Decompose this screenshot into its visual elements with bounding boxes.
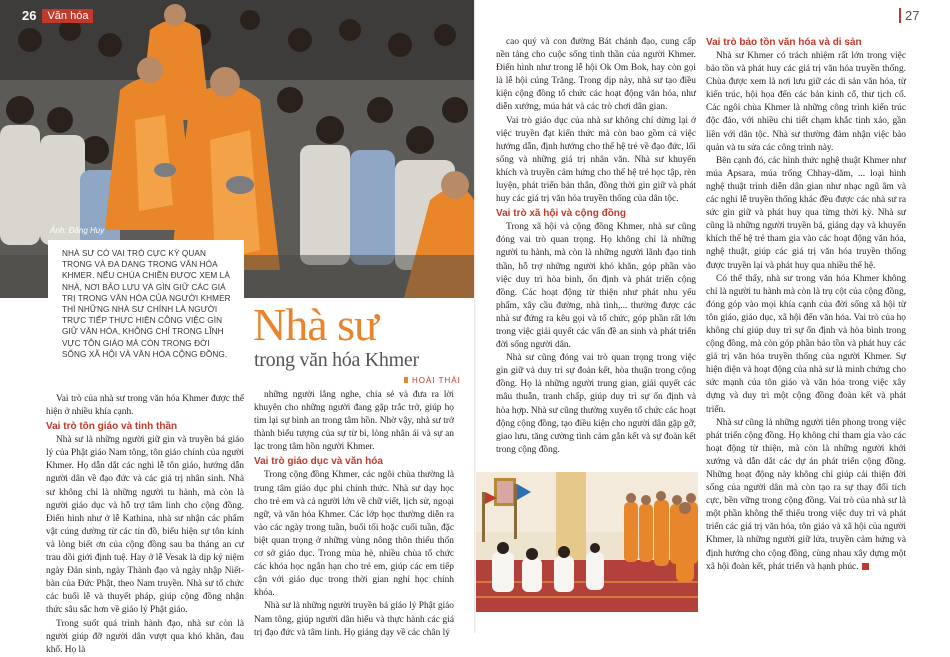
- paragraph: Vai trò giáo dục của nhà sư không chỉ dừng lại ở việc truyền đạt kiến thức mà còn bao gồm cả việc hướng dẫn, định hướng cho thế hệ trẻ về đạo đức, lối sống và những giá trị nhân văn. Nhà sư khuyến khích và truyền cảm hứng cho thế hệ trẻ học tập, rèn luyện, phát triển bản thân, đồng thời gìn giữ và phát huy các giá trị văn hóa truyền thống của dân tộc.: [496, 115, 696, 205]
- heading-society: Vai trò xã hội và cộng đồng: [496, 208, 627, 220]
- article-title: Nhà sư: [253, 299, 378, 350]
- column-3: [496, 36, 696, 464]
- heading-religion: Vai trò tôn giáo và tinh thần: [46, 421, 178, 433]
- end-mark-icon: [862, 563, 869, 570]
- folio-left: [22, 8, 93, 23]
- paragraph: Bên cạnh đó, các hình thức nghệ thuật Khmer như múa Apsara, múa trống Chhay-dăm, ... loại hình nghệ thuật trình diễn dân gian như nhạc ngũ âm và các nghi lễ truyền thống khác đều được các nhà sư ra sức gìn giữ và phát huy qua từng thời kỳ. Nhà sư cũng là những người truyền bá, giảng dạy và khuyến khích thế hệ trẻ tham gia vào các hoạt động văn hóa, nghệ thuật, giúp các giá trị văn hóa truyền thống được truyền lại và phát huy qua nhiều thế hệ.: [706, 155, 906, 271]
- paragraph: Nhà sư Khmer có trách nhiệm rất lớn trong việc bảo tồn và phát huy các giá trị văn hóa truyền thống. Chùa được xem là nơi lưu giữ các di sản văn hóa, từ kiến trúc, hội họa đến các bản kinh cổ, thư tịch cổ. Các ngôi chùa Khmer là những công trình kiến trúc độc đáo, với nhiều chi tiết chạm khắc tinh xảo, gần liền với dân tộc. Nhà sư thường đảm nhận việc bảo quản và tu sửa các công trình này.: [706, 51, 906, 153]
- paragraph: những người lắng nghe, chia sẻ và đưa ra lời khuyên cho những người đang gặp trắc trở, giúp họ tìm lại sự bình an trong tâm hồn. Nhờ vậy, nhà sư trở thành biểu tượng của sự từ bi, lòng nhân ái và sự an lạc trong tâm hồn người Khmer.: [254, 390, 454, 453]
- author-byline: HOÀI THÁI: [404, 376, 461, 385]
- heading-heritage: Vai trò bảo tồn văn hóa và di sản: [706, 37, 862, 48]
- last-paragraph-text: Nhà sư cũng là những người tiên phong trong việc phát triển cộng đồng. Họ không chỉ tham gia vào các hoạt động từ thiện, mà còn là những người khởi xướng và dẫn dắt các dự án phát triển cộng đồng. Những hoạt động này không chỉ giúp cải thiện đời sống của người dân mà còn tạo ra sự thay đổi tích cực, bền vững trong cộng đồng. Vai trò của nhà sư là một phần không thể thiếu trong việc duy trì và phát triển các giá trị văn hóa, tôn giáo và xã hội của người Khmer, là những người giữ lửa, truyền cảm hứng và định hướng cho cộng đồng, cùng nhau xây dựng một xã hội đoàn kết, phát triển và hạnh phúc.: [706, 417, 906, 572]
- column-1: [46, 393, 244, 655]
- paragraph: Có thể thấy, nhà sư trong văn hóa Khmer không chỉ là người tu hành mà còn là trụ cột của cộng đồng, đóng góp vào mọi khía cạnh của đời sống xã hội từ tôn giáo, giáo dục, xã hội đến văn hóa. Vai trò của họ không chỉ giúp duy trì sự ổn định và hòa bình trong cộng đồng, mà còn góp phần bảo tồn và phát huy các giá trị văn hóa truyền thống của người Khmer. Sự hiện diện và hoạt động của nhà sư là minh chứng cho sức mạnh của tôn giáo và văn hóa trong việc xây dựng và duy trì một cộng đồng đoàn kết và phát triển.: [706, 273, 906, 415]
- paragraph: Trong cộng đồng Khmer, các ngôi chùa thường là trung tâm giáo dục phi chính thức. Nhà sư dạy học cho trẻ em và cả người lớn về chữ viết, lịch sử, ngoại ngữ, và văn hóa Khmer. Các lớp học thường diễn ra vào các ngày trong tuần, buổi tối hoặc cuối tuần, đặc biệt quan trọng ở những vùng nông thôn thiếu thốn cơ sở giáo dục. Trong mùa hè, nhiều chùa tổ chức các khóa học ngắn hạn cho trẻ em, giúp các em tiếp cận với giáo dục trong thời gian nghỉ học chính khóa.: [254, 470, 454, 599]
- paragraph: Nhà sư là những người giữ gìn và truyền bá giáo lý của Phật giáo Nam tông, tôn giáo chính của người Khmer. Họ dẫn dắt các nghi lễ tôn giáo, hướng dẫn người dân về đạo đức và các giá trị nhân sinh. Nhà sư không chỉ là những người tu hành, mà còn là người giáo dục và hỗ trợ tâm linh cho cộng đồng. Điển hình như ở lễ Kathina, nhà sư nhận các phẩm vật cúng dường từ các tín đồ, biểu hiện sự tôn kính và lòng biết ơn của cộng đồng sau ba tháng an cư trau dồi giới định tuệ. Hay ở lễ Vesak là dịp kỷ niệm ngày Đản sinh, ngày Thành đạo và ngày nhập Niết-bàn của Đức Phật, theo Nam truyền. Nhà sư tổ chức các buổi lễ và thuyết pháp, giúp cộng đồng nhận thức sâu sắc hơn về giáo lý Phật giáo.: [46, 435, 244, 616]
- column-2: [254, 389, 454, 638]
- sapo-lead-box: NHÀ SƯ CÓ VAI TRÒ CỰC KỲ QUAN TRỌNG VÀ ĐA DẠNG TRONG VĂN HÓA KHMER. NẾU CHÙA CHIỀN ĐƯỢC XEM LÀ NHÀ, NƠI BẢO LƯU VÀ GÌN GIỮ CÁC GIÁ TRỊ TRONG VĂN HÓA CỦA NGƯỜI KHMER THÌ NHỮNG NHÀ SƯ CHÍNH LÀ NGƯỜI TRỰC TIẾP THỰC HIỆN CÔNG VIỆC GÌN GIỮ VĂN HÓA, KHÔNG CHỈ TRONG LĨNH VỰC TÔN GIÁO MÀ CÒN TRONG ĐỜI SỐNG XÃ HỘI VÀ VĂN HÓA CỘNG ĐỒNG.: [48, 240, 244, 372]
- heading-education: Vai trò giáo dục và văn hóa: [254, 456, 383, 468]
- page-number-left: 26: [22, 8, 37, 23]
- paragraph: Trong suốt quá trình hành đạo, nhà sư còn là người giúp đỡ người dân vượt qua khó khăn, đau khổ. Họ là: [46, 618, 244, 655]
- paragraph: cao quý và con đường Bát chánh đạo, cung cấp nền tảng cho cuộc sống tinh thần của người Khmer. Điển hình như trong lễ hội Ok Om Bok, hay còn gọi là lễ hội cúng Trăng. Trong dịp này, nhà sư tạo điều kiện cộng đồng tổ chức các hoạt động văn hóa, như diễn xướng, múa hát và các trò chơi dân gian.: [496, 37, 696, 113]
- paragraph: Nhà sư là những người truyền bá giáo lý Phật giáo Nam tông, giúp người dân hiểu và thực hành các giá trị đạo đức và tâm linh. Họ giảng dạy về các chân lý: [254, 601, 454, 638]
- section-label: Văn hóa: [42, 9, 93, 23]
- page-number-right: 27: [899, 8, 919, 23]
- ceremony-photo: [476, 472, 698, 612]
- article-subtitle: trong văn hóa Khmer: [254, 349, 419, 371]
- paragraph: [706, 417, 906, 574]
- paragraph: Nhà sư cũng đóng vai trò quan trọng trong việc gìn giữ và duy trì sự đoàn kết, hòa thuận trong cộng đồng. Họ là những người trung gian, giải quyết các mâu thuẫn, tranh chấp, giúp duy trì sự ổn định và hòa hợp. Nhà sư cũng thường xuyên tổ chức các hoạt động cộng đồng, tạo điều kiện cho người dân gặp gỡ, giao lưu, tăng cường tình cảm gắn kết và sự đoàn kết trong cộng đồng.: [496, 353, 696, 455]
- column-4: [706, 36, 906, 612]
- intro-paragraph: Vai trò của nhà sư trong văn hóa Khmer được thể hiện ở nhiều khía cạnh.: [46, 394, 244, 418]
- photo-credit: Ảnh: Đăng Huy: [50, 226, 105, 235]
- paragraph: Trong xã hội và cộng đồng Khmer, nhà sư cũng đóng vai trò quan trọng. Họ không chỉ là những người tu hành, mà còn là những người lãnh đạo tinh thần, hỗ trợ những người khó khăn, góp phần vào việc duy trì hòa bình, ổn định và phát triển cộng đồng. Các hoạt động từ thiện như phát nhu yếu phẩm, xây cầu đường, nhà tình,... thường được các nhà sư đứng ra kêu gọi và tổ chức, góp phần rất lớn trong việc giải quyết các vấn đề an sinh và phát triển đời sống người dân.: [496, 222, 696, 351]
